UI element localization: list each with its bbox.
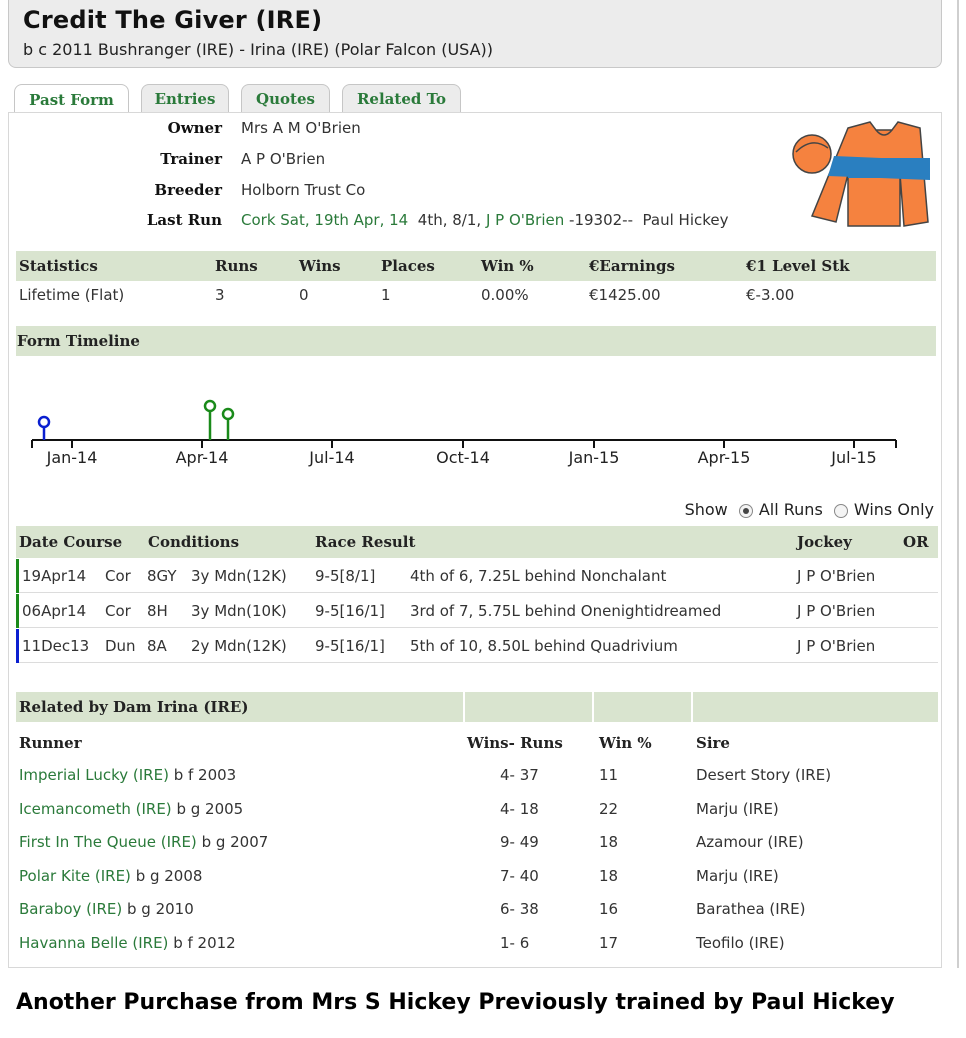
stat-earnings: €1425.00 — [589, 286, 661, 304]
form-timeline-header — [16, 326, 936, 356]
related-sire-link[interactable]: Teofilo (IRE) — [696, 934, 785, 952]
related-sire-link[interactable]: Azamour (IRE) — [696, 833, 804, 852]
related-col-wins-runs: Wins- Runs — [467, 734, 563, 752]
related-row — [16, 932, 938, 956]
all-runs-radio[interactable] — [739, 504, 753, 518]
stat-col-runs: Runs — [215, 257, 258, 275]
run-type-marker — [16, 594, 19, 628]
last-run-result: 4th, 8/1, — [417, 211, 482, 229]
tab-entries[interactable]: Entries — [141, 84, 229, 112]
result-going: 8GY — [147, 567, 177, 585]
related-row — [16, 798, 938, 822]
result-weight-odds: 9-5[8/1] — [315, 567, 376, 585]
related-runner-desc: b f 2012 — [173, 934, 236, 952]
stat-col-win-pct: Win % — [481, 257, 534, 275]
footnote-caption: Another Purchase from Mrs S Hickey Previously trained by Paul Hickey — [16, 990, 895, 1015]
related-win-pct: 16 — [599, 900, 619, 919]
related-runner-cell — [19, 900, 194, 918]
result-date: 11Dec13 — [22, 637, 90, 655]
stat-col-wins: Wins — [299, 257, 341, 275]
last-run-label: Last Run — [146, 211, 222, 229]
result-summary: 4th of 6, 7.25L behind Nonchalant — [410, 567, 667, 585]
related-col-sire: Sire — [696, 734, 730, 752]
tab-past-form[interactable]: Past Form — [14, 84, 129, 114]
stat-wins: 0 — [299, 286, 309, 304]
related-sire-link[interactable]: Barathea (IRE) — [696, 900, 806, 919]
results-col-race-result: Race Result — [315, 533, 416, 551]
timeline-run-marker[interactable] — [205, 401, 215, 440]
result-course: Dun — [105, 637, 136, 655]
breeder-label: Breeder — [154, 181, 222, 199]
results-row[interactable] — [16, 629, 938, 663]
related-runner-link[interactable]: Imperial Lucky (IRE) — [19, 766, 169, 784]
run-type-marker — [16, 559, 19, 593]
related-runner-cell — [19, 766, 236, 784]
related-runner-desc: b g 2010 — [127, 900, 194, 919]
related-sire-link[interactable]: Marju (IRE) — [696, 866, 779, 885]
timeline-run-marker[interactable] — [223, 409, 233, 440]
timeline-tick-label: Jan-14 — [46, 448, 98, 467]
show-label: Show — [684, 500, 728, 519]
result-date: 19Apr14 — [22, 567, 87, 585]
related-col-win-pct: Win % — [599, 734, 652, 752]
horse-pedigree: b c 2011 Bushranger (IRE) - Irina (IRE) (Polar Falcon (USA)) — [23, 40, 494, 59]
result-going: 8H — [147, 602, 168, 620]
tab-related-to[interactable]: Related To — [342, 84, 461, 112]
timeline-filter — [685, 500, 934, 519]
form-timeline-title: Form Timeline — [17, 332, 140, 350]
related-sire-link[interactable]: Desert Story (IRE) — [696, 766, 832, 784]
page-divider — [957, 0, 959, 968]
related-row — [16, 865, 938, 889]
result-date: 06Apr14 — [22, 602, 87, 620]
results-row[interactable] — [16, 594, 938, 628]
related-runner-link[interactable]: First In The Queue (IRE) — [19, 833, 197, 852]
related-title: Related by Dam Irina (IRE) — [19, 698, 249, 716]
tab-quotes[interactable]: Quotes — [241, 84, 330, 112]
related-runner-desc: b g 2008 — [135, 866, 203, 885]
last-run-value — [241, 211, 729, 229]
related-row — [16, 764, 938, 788]
related-header — [16, 692, 938, 722]
stat-places: 1 — [381, 286, 391, 304]
related-header-bg-2 — [465, 692, 592, 722]
result-jockey: J P O'Brien — [797, 567, 876, 585]
statistics-row — [16, 286, 936, 308]
wins-only-radio[interactable] — [834, 504, 848, 518]
last-run-race-link[interactable]: Cork Sat, 19th Apr, 14 — [241, 211, 409, 229]
timeline-tick-label: Jan-15 — [568, 448, 620, 467]
horse-header — [8, 0, 942, 68]
related-win-pct: 17 — [599, 934, 619, 952]
result-course: Cor — [105, 602, 131, 620]
results-col-jockey: Jockey — [797, 533, 852, 551]
related-runner-cell — [19, 867, 202, 885]
stat-runs: 3 — [215, 286, 225, 304]
jockey-silks-icon — [790, 118, 932, 230]
related-row — [16, 898, 938, 922]
stat-col-level-stake: €1 Level Stk — [746, 257, 850, 275]
stat-col-places: Places — [381, 257, 435, 275]
related-wins-runs: 4- 18 — [500, 799, 539, 818]
results-row[interactable] — [16, 559, 938, 593]
stat-level-stake: €-3.00 — [746, 286, 795, 304]
last-run-trainer: Paul Hickey — [642, 211, 729, 229]
related-header-bg-3 — [594, 692, 691, 722]
all-runs-label: All Runs — [758, 500, 823, 519]
result-weight-odds: 9-5[16/1] — [315, 637, 385, 655]
related-win-pct: 18 — [599, 833, 619, 852]
owner-value: Mrs A M O'Brien — [241, 119, 361, 137]
result-summary: 5th of 10, 8.50L behind Quadrivium — [410, 637, 678, 655]
owner-label: Owner — [167, 119, 222, 137]
related-runner-desc: b g 2007 — [201, 833, 269, 852]
related-header-bg-4 — [693, 692, 938, 722]
run-type-marker — [16, 629, 19, 663]
related-col-runner: Runner — [19, 734, 82, 752]
related-runner-cell — [19, 833, 268, 851]
timeline-tick-label: Apr-15 — [697, 448, 751, 467]
timeline-tick-label: Jul-14 — [309, 448, 355, 467]
breeder-value: Holborn Trust Co — [241, 181, 366, 199]
result-summary: 3rd of 7, 5.75L behind Onenightidreamed — [410, 602, 722, 620]
results-header — [16, 526, 938, 558]
wins-only-label: Wins Only — [853, 500, 934, 519]
related-wins-runs: 6- 38 — [500, 900, 539, 919]
related-runner-cell — [19, 934, 236, 952]
related-wins-runs: 1- 6 — [500, 934, 530, 952]
result-course: Cor — [105, 567, 131, 585]
related-runner-link[interactable]: Baraboy (IRE) — [19, 900, 123, 919]
related-sire-link[interactable]: Marju (IRE) — [696, 799, 779, 818]
related-wins-runs: 7- 40 — [500, 866, 539, 885]
result-conditions: 2y Mdn(12K) — [191, 637, 287, 655]
related-win-pct: 11 — [599, 766, 619, 784]
trainer-link[interactable]: A P O'Brien — [241, 150, 326, 168]
results-col-conditions: Conditions — [148, 533, 240, 551]
timeline-tick-label: Apr-14 — [175, 448, 229, 467]
related-wins-runs: 9- 49 — [500, 833, 539, 852]
stat-type: Lifetime (Flat) — [19, 286, 125, 304]
result-weight-odds: 9-5[16/1] — [315, 602, 385, 620]
related-win-pct: 18 — [599, 866, 619, 885]
related-runner-desc: b f 2003 — [173, 766, 237, 784]
related-wins-runs: 4- 37 — [500, 766, 539, 784]
related-runner-link[interactable]: Havanna Belle (IRE) — [19, 934, 169, 952]
timeline-run-marker[interactable] — [39, 417, 49, 440]
last-run-form: -19302-- — [569, 211, 633, 229]
result-jockey: J P O'Brien — [797, 637, 876, 655]
timeline-tick-labels — [16, 448, 936, 470]
stat-col-statistics: Statistics — [19, 257, 98, 275]
stat-win-pct: 0.00% — [481, 286, 529, 304]
statistics-header — [16, 251, 936, 281]
related-column-headers — [16, 731, 938, 755]
result-going: 8A — [147, 637, 167, 655]
related-win-pct: 22 — [599, 799, 619, 818]
related-runner-link[interactable]: Polar Kite (IRE) — [19, 866, 131, 885]
related-runner-desc: b g 2005 — [176, 799, 244, 818]
timeline-tick-label: Jul-15 — [831, 448, 877, 467]
last-run-jockey-link[interactable]: J P O'Brien — [485, 211, 565, 229]
results-col-date-course: Date Course — [19, 533, 123, 551]
horse-name: Credit The Giver (IRE) — [23, 6, 323, 34]
result-conditions: 3y Mdn(10K) — [191, 602, 287, 620]
related-runner-cell — [19, 800, 243, 818]
results-col-or: OR — [903, 533, 929, 551]
result-jockey: J P O'Brien — [797, 602, 876, 620]
related-runner-link[interactable]: Icemancometh (IRE) — [19, 799, 172, 818]
result-conditions: 3y Mdn(12K) — [191, 567, 287, 585]
stat-col-earnings: €Earnings — [589, 257, 675, 275]
related-row — [16, 831, 938, 855]
timeline-tick-label: Oct-14 — [436, 448, 490, 467]
trainer-label: Trainer — [160, 150, 222, 168]
